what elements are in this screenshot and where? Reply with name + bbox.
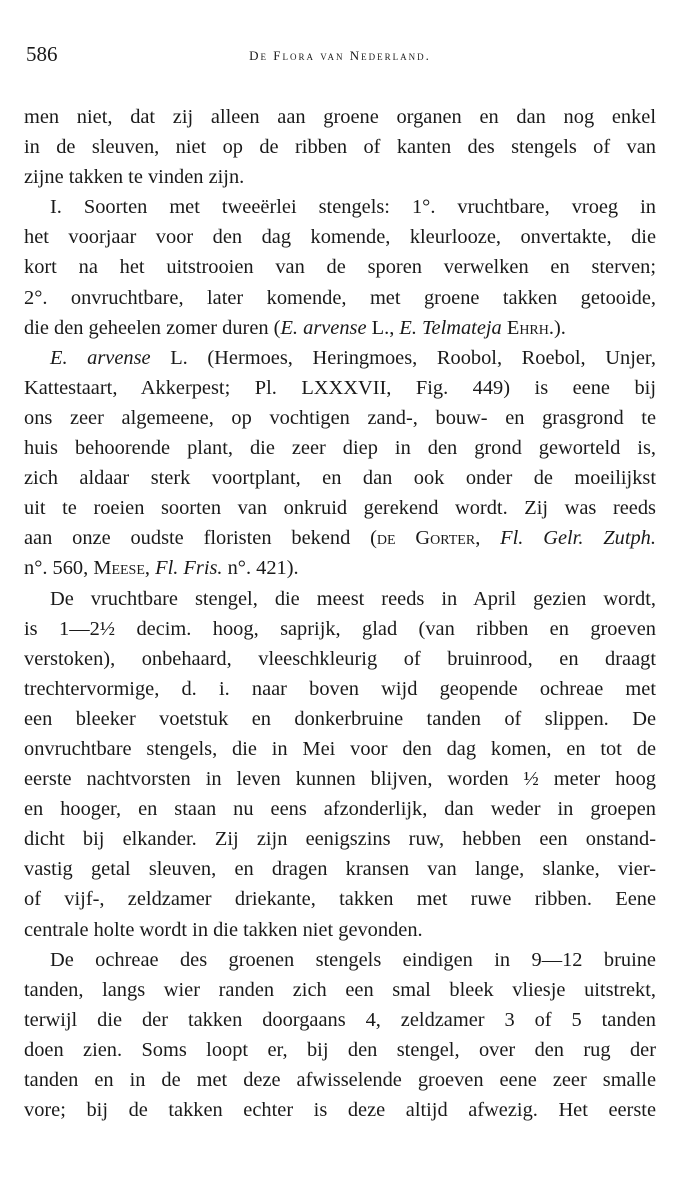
text-line [24,884,656,914]
text-line [24,734,656,764]
text-line [24,132,656,162]
text-segment: eerste nachtvorsten in leven kunnen blijven, worden ½ meter hoog [24,768,656,791]
text-segment: doen zien. Soms loopt er, bij den stengel, over den rug der [24,1038,656,1061]
text-line [24,433,656,463]
text-line [24,614,656,644]
text-segment: aan onze oudste floristen bekend ( [24,527,377,550]
text-line [24,252,656,282]
text-line [24,403,656,433]
text-segment: zich aldaar sterk voortplant, en dan ook onder de moeilijkst [24,467,656,490]
text-segment: het voorjaar voor den dag komende, kleurlooze, onvertakte, die [24,226,656,249]
text-segment: een bleeker voetstuk en donkerbruine tanden of slippen. De [24,707,656,730]
text-segment: Kattestaart, Akkerpest; Pl. LXXXVII, Fig. 449) is eene bij [24,376,656,399]
text-segment: trechtervormige, d. i. naar boven wijd geopende ochreae met [24,677,656,700]
page-number: 586 [26,42,58,66]
text-segment: verstoken), onbehaard, vleeschkleurig of bruinrood, en draagt [24,647,656,670]
text-line [24,644,656,674]
italic-text: E. arvense [50,346,151,369]
text-line [24,313,656,343]
text-segment: De vruchtbare stengel, die meest reeds in April gezien wordt, [50,587,656,610]
text-line [24,102,656,132]
text-segment: n°. 421). [222,557,299,580]
text-line [24,1065,656,1095]
small-caps-text: de Gorter [376,527,476,550]
italic-text: E. arvense [280,316,367,339]
text-line [24,523,656,553]
text-segment: men niet, dat zij alleen aan groene organen en dan nog enkel [24,106,656,128]
body-text [24,102,656,1125]
text-line [24,463,656,493]
text-segment: is 1—2½ decim. hoog, saprijk, glad (van ribben en groeven [24,617,656,640]
text-segment: uit te roeien soorten van onkruid gerekend wordt. Zij was reeds [24,497,656,520]
text-segment: De ochreae des groenen stengels eindigen in 9—12 bruine [50,948,656,971]
text-line [24,192,656,222]
text-segment: vastig getal sleuven, en dragen kransen van lange, slanke, vier- [24,858,656,881]
text-segment: en hooger, en staan nu eens afzonderlijk, dan weder in groepen [24,798,656,821]
text-line [24,704,656,734]
text-line [24,283,656,313]
text-segment: I. Soorten met tweeërlei stengels: 1°. vruchtbare, vroeg in [50,196,656,219]
text-line [24,493,656,523]
text-line [24,674,656,704]
text-line [24,343,656,373]
small-caps-text: Ehrh. [506,316,554,339]
text-segment: dicht bij elkander. Zij zijn eenigszins ruw, hebben een onstand- [24,828,656,851]
text-segment: , [144,557,156,580]
italic-text: Fl. Gelr. Zutph. [500,527,656,550]
text-segment: L. (Hermoes, Heringmoes, Roobol, Roebol, Unjer, [150,346,656,369]
text-segment: vore; bij de takken echter is deze altijd afwezig. Het eerste [24,1099,656,1122]
text-segment: 2°. onvruchtbare, later komende, met groene takken getooide, [24,286,656,309]
text-line [24,584,656,614]
text-segment: tanden en in de met deze afwisselende groeven eene zeer smalle [24,1069,656,1091]
text-segment: die den geheelen zomer duren ( [24,316,281,339]
text-line [24,764,656,794]
text-line [24,373,656,403]
text-segment: ons zeer algemeene, op vochtigen zand-, bouw- en grasgrond te [24,406,656,429]
text-segment: ). [553,316,566,339]
running-head [24,42,656,72]
text-line [24,794,656,824]
text-line [24,945,656,975]
text-segment: n°. 560, [24,557,94,580]
text-segment: in de sleuven, niet op de ribben of kanten des stengels of van [24,136,656,159]
text-line [24,222,656,252]
text-line [24,162,656,192]
text-line [24,915,656,945]
text-segment: tanden, langs wier randen zich een smal bleek vliesje uitstrekt, [24,978,656,1001]
text-line [24,1095,656,1125]
small-caps-text: Meese [93,557,145,580]
running-title: De Flora van Nederland. [249,48,431,63]
text-line [24,553,656,583]
text-line [24,854,656,884]
text-segment: terwijl die der takken doorgaans 4, zeldzamer 3 of 5 tanden [24,1008,656,1031]
italic-text: E. Telmateja [399,316,502,339]
text-line [24,975,656,1005]
text-segment: huis behoorende plant, die zeer diep in den grond geworteld is, [24,437,656,460]
text-segment: kort na het uitstrooien van de sporen verwelken en sterven; [24,256,656,279]
text-segment: centrale holte wordt in die takken niet gevonden. [24,918,423,941]
text-segment: onvruchtbare stengels, die in Mei voor den dag komen, en tot de [24,737,656,760]
text-line [24,1005,656,1035]
text-segment: , [475,527,501,550]
text-segment: zijne takken te vinden zijn. [24,166,245,189]
text-line [24,824,656,854]
italic-text: Fl. Fris. [155,557,223,580]
text-line [24,1035,656,1065]
text-segment: L., [366,316,400,339]
text-segment: of vijf-, zeldzamer driekante, takken met ruwe ribben. Eene [24,888,656,911]
